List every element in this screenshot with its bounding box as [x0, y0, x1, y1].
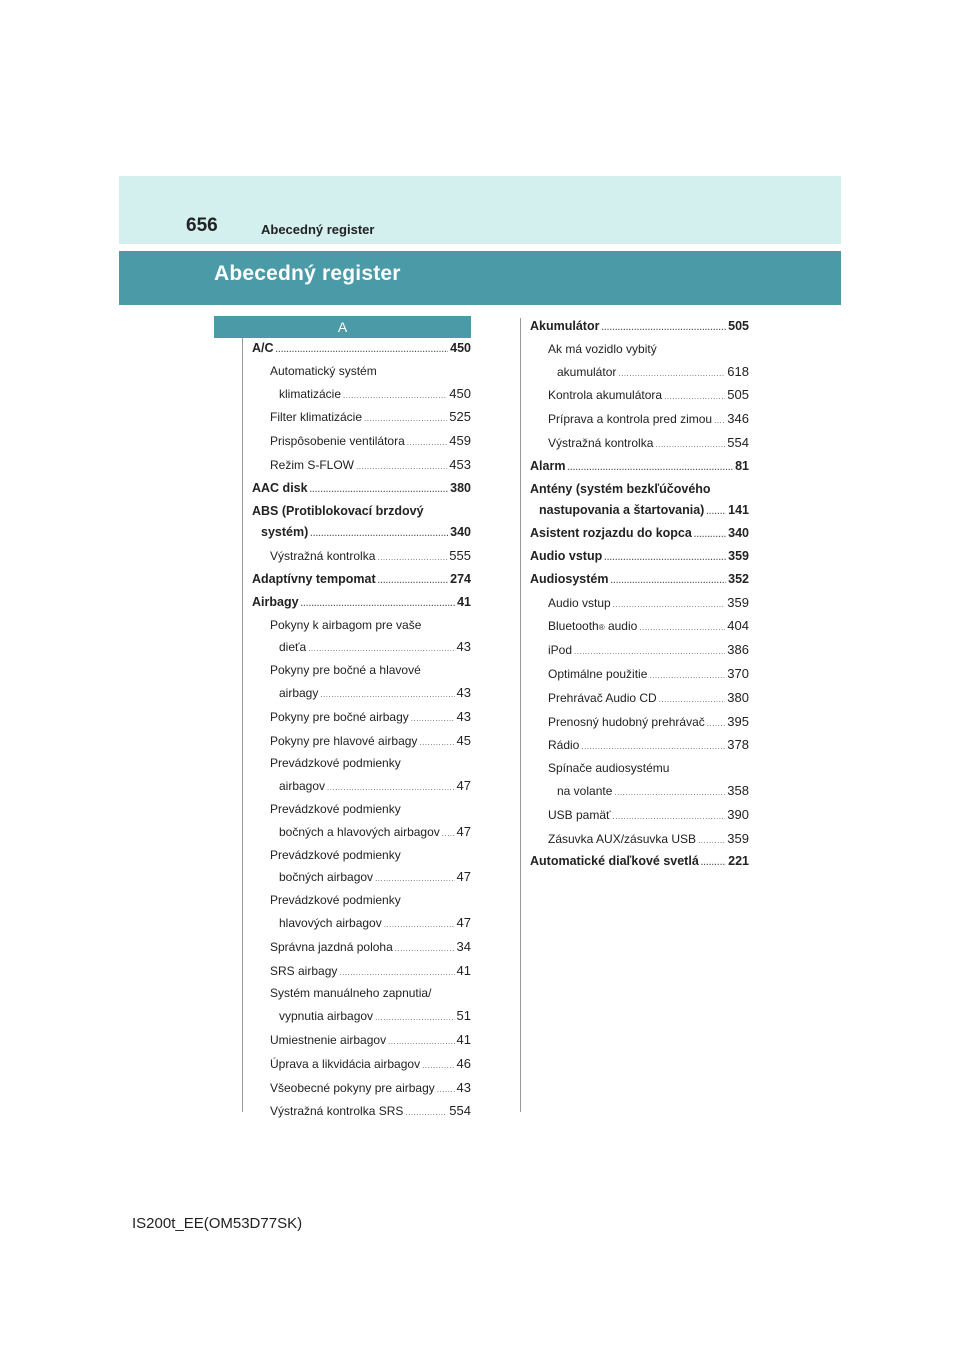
index-entry: [530, 592, 749, 616]
index-entry-label: Adaptívny tempomat: [252, 571, 376, 586]
index-entry-label: bočných airbagov: [279, 870, 374, 885]
dot-leader: [613, 594, 726, 616]
index-entry-page: 43: [456, 1079, 471, 1095]
index-entry-label: Bluetooth: [548, 619, 599, 634]
index-entry-label: Spínače audiosystému: [548, 761, 670, 776]
index-entry: [252, 845, 471, 867]
index-entry-label: Prevádzkové podmienky: [270, 893, 401, 908]
index-entry-label: vypnutia airbagov: [279, 1009, 374, 1024]
index-entry-page: 359: [727, 594, 749, 610]
index-entry-page: 51: [456, 1008, 471, 1024]
index-entry: [530, 758, 749, 780]
index-entry: [530, 384, 749, 408]
dot-leader: [639, 617, 725, 639]
index-entry: [252, 636, 471, 660]
dot-leader: [694, 524, 726, 546]
index-entry: [530, 711, 749, 735]
index-entry: [252, 1077, 471, 1101]
index-entry: [252, 660, 471, 682]
index-entry-page: 380: [450, 480, 471, 495]
dot-leader: [405, 1102, 447, 1124]
index-entry: [252, 361, 471, 383]
index-entry-label: Systém manuálneho zapnutia/: [270, 986, 432, 1001]
index-entry-label: nastupovania a štartovania): [539, 503, 705, 518]
dot-leader: [388, 1031, 454, 1053]
index-entry-label: Asistent rozjazdu do kopca: [530, 526, 692, 541]
index-entry-page: 47: [456, 869, 471, 885]
index-entry-label: USB pamäť: [548, 807, 611, 822]
index-entry-label: Úprava a likvidácia airbagov: [270, 1056, 421, 1071]
index-entry: [530, 851, 749, 874]
dot-leader: [395, 938, 455, 960]
index-entry-page: 380: [727, 689, 749, 705]
dot-leader: [422, 1055, 454, 1077]
dot-leader: [655, 434, 725, 456]
dot-leader: [364, 408, 447, 430]
dot-leader: [384, 914, 455, 936]
index-entry-label: Audio vstup: [548, 595, 611, 610]
index-entry-label: Kontrola akumulátora: [548, 388, 663, 403]
index-entry: [252, 682, 471, 706]
dot-leader: [419, 732, 454, 754]
index-entry: [530, 479, 749, 501]
dot-leader: [664, 386, 725, 408]
dot-leader: [567, 457, 733, 479]
index-entry-page: 404: [727, 618, 749, 634]
index-entry-label: SRS airbagy: [270, 963, 338, 978]
page-number: 656: [186, 215, 218, 236]
index-entry-page: 386: [727, 642, 749, 658]
index-entry-page: 505: [727, 387, 749, 403]
index-entry: [530, 408, 749, 432]
running-head: Abecedný register: [261, 222, 375, 237]
index-entry: [530, 546, 749, 569]
index-entry-page: 618: [727, 363, 749, 379]
dot-leader: [618, 363, 725, 385]
dot-leader: [574, 641, 725, 663]
index-entry-label: Pokyny pre bočné a hlavové: [270, 663, 421, 678]
index-entry: [530, 639, 749, 663]
header-band: [119, 176, 841, 244]
dot-leader: [339, 962, 454, 984]
index-entry: [252, 478, 471, 501]
index-entry: [252, 545, 471, 569]
index-entry: [530, 780, 749, 804]
index-entry-label: Akumulátor: [530, 319, 600, 333]
index-entry: [252, 383, 471, 407]
index-entry-page: 43: [456, 684, 471, 700]
index-entry-page: 45: [456, 732, 471, 748]
index-entry-label: Automatické diaľkové svetlá: [530, 854, 699, 869]
index-entry-page: 378: [727, 737, 749, 753]
index-entry-page: 505: [728, 319, 749, 333]
index-entry-page: 41: [456, 1031, 471, 1047]
index-entry-page: 34: [456, 938, 471, 954]
index-entry-label: Audiosystém: [530, 571, 609, 586]
index-entry: [530, 500, 749, 523]
index-entry-page: 395: [727, 713, 749, 729]
index-entry: [252, 821, 471, 845]
index-entry: [530, 339, 749, 361]
page-title: Abecedný register: [214, 262, 401, 285]
index-entry: [530, 316, 749, 339]
dot-leader: [649, 665, 725, 687]
index-entry-page: 47: [456, 778, 471, 794]
index-entry-label: Automatický systém: [270, 363, 377, 378]
index-entry: [252, 406, 471, 430]
index-entry-label: Ak má vozidlo vybitý: [548, 341, 657, 356]
index-entry-label: Antény (systém bezkľúčového: [530, 481, 711, 496]
index-entry: [530, 734, 749, 758]
dot-leader: [611, 570, 727, 592]
index-entry-page: 41: [456, 962, 471, 978]
index-entry-label-suffix: audio: [604, 619, 638, 634]
index-entry: [252, 1053, 471, 1077]
index-entry-label: Zásuvka AUX/zásuvka USB: [548, 831, 697, 846]
index-entry: [252, 936, 471, 960]
index-entry: [530, 687, 749, 711]
index-entry: [252, 912, 471, 936]
index-entry: [252, 569, 471, 592]
index-entry-label: Prispôsobenie ventilátora: [270, 434, 405, 449]
index-entry-page: 47: [456, 914, 471, 930]
index-entry: [252, 866, 471, 890]
index-entry: [252, 454, 471, 478]
index-entry-label: hlavových airbagov: [279, 915, 382, 930]
dot-leader: [659, 689, 726, 711]
index-entry: [252, 430, 471, 454]
index-entry-label: Rádio: [548, 738, 580, 753]
index-entry-page: 453: [449, 456, 471, 472]
dot-leader: [411, 708, 455, 730]
index-entry-page: 43: [456, 639, 471, 655]
index-entry-label: Pokyny pre hlavové airbagy: [270, 733, 418, 748]
index-entry: [252, 592, 471, 615]
index-entry: [530, 828, 749, 852]
dot-leader: [706, 501, 726, 523]
index-entry: [252, 1100, 471, 1124]
index-entry-label: systém): [261, 525, 309, 540]
dot-leader: [437, 1079, 455, 1101]
section-letter-header: A: [214, 316, 471, 338]
dot-leader: [442, 823, 455, 845]
index-entry-label: Výstražná kontrolka SRS: [270, 1104, 404, 1119]
index-entry-label: na volante: [557, 783, 613, 798]
index-entry-page: 359: [728, 548, 749, 563]
index-entry-label: Prevádzkové podmienky: [270, 801, 401, 816]
index-entry-label: Pokyny pre bočné airbagy: [270, 709, 409, 724]
index-entry-page: 340: [728, 526, 749, 541]
index-entry-label: Pokyny k airbagom pre vaše: [270, 617, 422, 632]
index-entry-label: dieťa: [279, 640, 307, 655]
index-entry: [252, 501, 471, 523]
index-entry-label: iPod: [548, 643, 573, 658]
index-entry: [252, 706, 471, 730]
index-entry-label: ABS (Protiblokovací brzdový: [252, 503, 424, 518]
index-entry-label: Výstražná kontrolka: [270, 549, 376, 564]
dot-leader: [701, 852, 726, 874]
index-entry-label: Všeobecné pokyny pre airbagy: [270, 1080, 435, 1095]
index-column-left: [252, 338, 471, 1124]
index-entry-page: 352: [728, 571, 749, 586]
index-entry-label: klimatizácie: [279, 386, 342, 401]
index-entry-label: A/C: [252, 341, 274, 355]
index-entry: [252, 799, 471, 821]
dot-leader: [308, 638, 454, 660]
index-entry-page: 370: [727, 665, 749, 681]
index-entry: [252, 983, 471, 1005]
index-entry-page: 555: [449, 548, 471, 564]
index-entry-label: Výstražná kontrolka: [548, 435, 654, 450]
index-entry-label: Filter klimatizácie: [270, 410, 363, 425]
dot-leader: [375, 868, 454, 890]
index-entry-label: Správna jazdná poloha: [270, 939, 393, 954]
index-entry-page: 450: [450, 341, 471, 355]
index-entry: [530, 456, 749, 479]
index-entry-page: 43: [456, 708, 471, 724]
index-entry-label: Optimálne použitie: [548, 666, 648, 681]
index-entry-page: 346: [727, 411, 749, 427]
index-column-right: [530, 316, 749, 874]
index-entry-page: 459: [449, 433, 471, 449]
index-entry-label: bočných a hlavových airbagov: [279, 824, 440, 839]
dot-leader: [604, 547, 726, 569]
dot-leader: [343, 385, 447, 407]
index-entry-label: Režim S-FLOW: [270, 457, 354, 472]
dot-leader: [276, 339, 449, 361]
dot-leader: [375, 1007, 454, 1029]
dot-leader: [601, 317, 726, 339]
dot-leader: [378, 570, 449, 592]
index-entry: [530, 663, 749, 687]
index-entry-page: 141: [728, 503, 749, 518]
column-divider-left: [242, 338, 243, 1112]
index-entry-page: 359: [727, 830, 749, 846]
index-entry-page: 46: [456, 1055, 471, 1071]
index-entry-label: Audio vstup: [530, 548, 603, 563]
dot-leader: [614, 782, 725, 804]
dot-leader: [310, 523, 448, 545]
index-entry: [252, 522, 471, 545]
index-entry-label: Príprava a kontrola pred zimou: [548, 412, 713, 427]
dot-leader: [698, 830, 725, 852]
index-entry: [252, 775, 471, 799]
dot-leader: [613, 806, 726, 828]
dot-leader: [310, 479, 449, 501]
index-entry-label: Airbagy: [252, 594, 299, 609]
dot-leader: [407, 432, 448, 454]
index-entry-page: 274: [450, 571, 471, 586]
index-entry: [252, 890, 471, 912]
dot-leader: [707, 713, 726, 735]
index-entry-page: 358: [727, 782, 749, 798]
dot-leader: [581, 736, 725, 758]
index-entry: [530, 432, 749, 456]
index-entry-label: Prenosný hudobný prehrávač: [548, 714, 705, 729]
index-entry-label: airbagy: [279, 685, 319, 700]
dot-leader: [301, 593, 456, 615]
index-entry: [530, 569, 749, 592]
index-entry-label: AAC disk: [252, 480, 308, 495]
index-entry-page: 47: [456, 823, 471, 839]
index-entry-page: 450: [449, 385, 471, 401]
index-entry-label: Alarm: [530, 458, 566, 473]
index-entry-page: 221: [728, 854, 749, 869]
index-entry-label: airbagov: [279, 779, 326, 794]
index-entry: [252, 753, 471, 775]
index-entry-page: 340: [450, 525, 471, 540]
index-entry-label: akumulátor: [557, 364, 617, 379]
index-entry-label: Prevádzkové podmienky: [270, 756, 401, 771]
index-entry-page: 525: [449, 409, 471, 425]
index-entry-label: Prevádzkové podmienky: [270, 847, 401, 862]
index-entry-page: 81: [735, 458, 749, 473]
index-entry-page: 554: [449, 1103, 471, 1119]
dot-leader: [320, 684, 454, 706]
index-entry-page: 390: [727, 806, 749, 822]
column-divider-right: [520, 318, 521, 1112]
index-entry-page: 41: [457, 594, 471, 609]
dot-leader: [377, 547, 447, 569]
index-entry: [252, 960, 471, 984]
index-entry: [530, 361, 749, 385]
dot-leader: [356, 456, 447, 478]
index-entry: [252, 730, 471, 754]
index-entry: [530, 804, 749, 828]
index-entry: [252, 615, 471, 637]
index-entry-label: Prehrávač Audio CD: [548, 690, 657, 705]
index-entry: [252, 338, 471, 361]
dot-leader: [327, 777, 455, 799]
index-entry: [252, 1005, 471, 1029]
footer-document-code: IS200t_EE(OM53D77SK): [132, 1215, 303, 1232]
index-entry: [252, 1029, 471, 1053]
index-entry-page: 554: [727, 434, 749, 450]
index-entry: [530, 523, 749, 546]
dot-leader: [714, 410, 725, 432]
index-entry: Bluetooth ® audio ..... 404: [530, 615, 749, 639]
index-entry-label: Umiestnenie airbagov: [270, 1032, 387, 1047]
